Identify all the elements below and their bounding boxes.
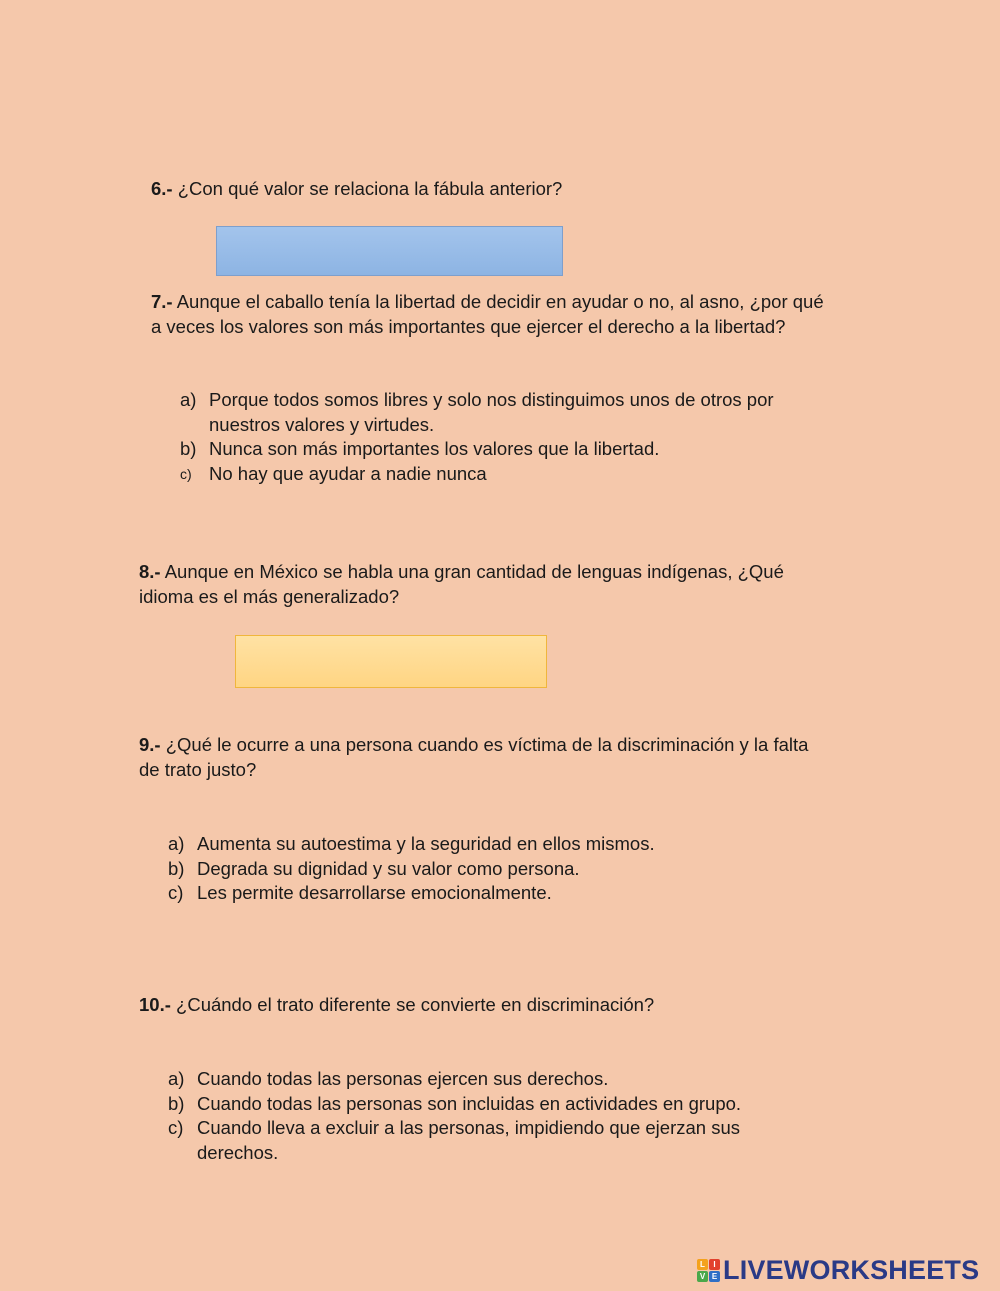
option-9a[interactable]	[168, 832, 655, 857]
option-7b[interactable]	[180, 437, 774, 462]
option-text: Cuando todas las personas son incluidas en actividades en grupo.	[197, 1092, 742, 1114]
logo-mark-i: I	[709, 1259, 720, 1270]
question-10-number: 10.-	[139, 994, 171, 1015]
option-text: Degrada su dignidad y su valor como persona.	[197, 857, 580, 879]
option-7a[interactable]	[180, 388, 774, 437]
question-7	[151, 290, 824, 339]
question-8	[139, 560, 784, 609]
logo-mark-e: E	[709, 1271, 720, 1282]
question-7-line2: a veces los valores son más importantes que ejercer el derecho a la libertad?	[151, 315, 786, 337]
option-letter: a)	[168, 833, 185, 854]
option-9b[interactable]	[168, 857, 655, 882]
question-9	[139, 733, 808, 782]
question-9-line1: ¿Qué le ocurre a una persona cuando es víctima de la discriminación y la falta	[160, 734, 809, 755]
option-10b[interactable]	[168, 1092, 741, 1117]
question-9-number: 9.-	[139, 734, 161, 755]
question-6-number: 6.-	[151, 178, 173, 199]
question-7-options	[180, 388, 774, 486]
option-letter: b)	[168, 857, 185, 879]
option-letter: b)	[180, 438, 197, 459]
question-6	[151, 177, 562, 202]
option-10a[interactable]	[168, 1067, 741, 1092]
option-text: Nunca son más importantes los valores que la libertad.	[209, 438, 660, 459]
option-letter: c)	[168, 1117, 184, 1138]
option-text: Cuando lleva a excluir a las personas, impidiendo que ejerzan sus	[197, 1117, 740, 1138]
option-text: No hay que ayudar a nadie nunca	[209, 462, 487, 484]
option-text-cont: derechos.	[197, 1141, 279, 1163]
question-9-line2: de trato justo?	[139, 758, 257, 780]
option-text: Cuando todas las personas ejercen sus derechos.	[197, 1068, 609, 1089]
option-text-cont: nuestros valores y virtudes.	[209, 413, 435, 435]
answer-6-input[interactable]	[216, 226, 563, 276]
logo-mark-l: L	[697, 1259, 708, 1270]
option-letter: a)	[180, 389, 197, 410]
option-9c[interactable]	[168, 881, 655, 906]
question-9-options	[168, 832, 655, 906]
option-text: Les permite desarrollarse emocionalmente.	[197, 882, 552, 903]
question-8-line2: idioma es el más generalizado?	[139, 585, 400, 607]
logo-mark-v: V	[697, 1271, 708, 1282]
option-text: Porque todos somos libres y solo nos distinguimos unos de otros por	[209, 389, 774, 410]
answer-8-input[interactable]	[235, 635, 547, 688]
question-10	[139, 993, 654, 1018]
question-10-options	[168, 1067, 741, 1165]
option-letter: a)	[168, 1068, 185, 1089]
question-6-text: ¿Con qué valor se relaciona la fábula anterior?	[172, 178, 563, 199]
question-7-line1: Aunque el caballo tenía la libertad de decidir en ayudar o no, al asno, ¿por qué	[172, 291, 824, 312]
option-letter: c)	[180, 465, 192, 482]
option-letter: b)	[168, 1092, 185, 1114]
option-text: Aumenta su autoestima y la seguridad en ellos mismos.	[197, 833, 655, 854]
logo-text: LIVEWORKSHEETS	[723, 1254, 980, 1285]
question-8-number: 8.-	[139, 561, 161, 582]
option-7c[interactable]	[180, 462, 774, 487]
option-letter: c)	[168, 882, 184, 903]
logo-mark-icon	[697, 1259, 720, 1282]
question-8-line1: Aunque en México se habla una gran cantidad de lenguas indígenas, ¿Qué	[160, 561, 784, 582]
liveworksheets-logo	[697, 1256, 979, 1284]
question-7-number: 7.-	[151, 291, 173, 312]
question-10-text: ¿Cuándo el trato diferente se convierte en discriminación?	[170, 994, 655, 1015]
option-10c[interactable]	[168, 1116, 741, 1165]
